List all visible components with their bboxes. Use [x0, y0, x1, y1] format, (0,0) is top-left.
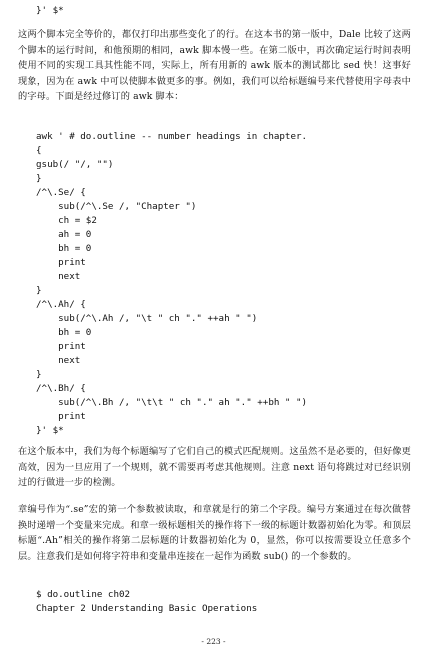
code-line: } — [36, 173, 42, 184]
code-line: next — [36, 271, 81, 282]
code-line: gsub(/ "/, "") — [36, 159, 114, 170]
code-line: { — [36, 145, 42, 156]
code-line: sub(/^\.Se /, "Chapter ") — [36, 201, 197, 212]
code-line: ah = 0 — [36, 229, 92, 240]
code-line: /^\.Bh/ { — [36, 383, 86, 394]
shell-output-line: Chapter 2 Understanding Basic Operations — [36, 603, 258, 614]
code-line: } — [36, 369, 42, 380]
code-line: /^\.Se/ { — [36, 187, 86, 198]
code-line: sub(/^\.Ah /, "\t " ch "." ++ah " ") — [36, 313, 258, 324]
code-line: /^\.Ah/ { — [36, 299, 86, 310]
paragraph-explanation: 在这个版本中，我们为每个标题编写了它们自己的模式匹配规则。这虽然不是必要的，但好像更高效，因为一旦应用了一个规则，就不需要再考虑其他规则。注意 next 语句将跳过对已经识别过的行做进一步的检测。 — [18, 446, 411, 488]
shell-command-line: $ do.outline ch02 — [36, 589, 131, 600]
code-line: print — [36, 411, 86, 422]
paragraph-intro: 这两个脚本完全等价的，都仅打印出那些变化了的行。在这本书的第一版中，Dale 比较了这两个脚本的运行时间，和他预期的相同，awk 脚本慢一些。在第二版中，再次确定运行时间表明使用不同的实现工具其性能不同，实际上，所有用新的 awk 版本的测试都比 sed 快！这事好现象，因为在 awk 中可以使脚本做更多的事。例如，我们可以给标题编号来代替使用字母表中的字母。下面是经过修订的 awk 脚本： — [18, 29, 411, 102]
code-line: bh = 0 — [36, 243, 92, 254]
code-line: ch = $2 — [36, 215, 97, 226]
code-line: next — [36, 355, 81, 366]
code-line: print — [36, 257, 86, 268]
code-line: sub(/^\.Bh /, "\t\t " ch "." ah "." ++bh " ") — [36, 397, 308, 408]
code-line: } — [36, 285, 42, 296]
code-line-top: }' $* — [36, 5, 64, 16]
code-line: awk ' # do.outline -- number headings in chapter. — [36, 131, 308, 142]
code-line: bh = 0 — [36, 327, 92, 338]
code-line: }' $* — [36, 425, 64, 436]
paragraph-numbering: 章编号作为“.se”宏的第一个参数被读取，和章就是行的第二个字段。编号方案通过在每次做替换时递增一个变量来完成。和章一级标题相关的操作将下一级的标题计数器初始化为零。和顶层标题“.Ah”相关的操作将第二层标题的计数器初始化为 0，显然，你可以按需要设立任意多个层。注意我们是如何将字符串和变量串连接在一起作为函数 sub() 的一个参数的。 — [18, 504, 411, 562]
page-number: - 223 - — [201, 637, 226, 646]
code-line: print — [36, 341, 86, 352]
